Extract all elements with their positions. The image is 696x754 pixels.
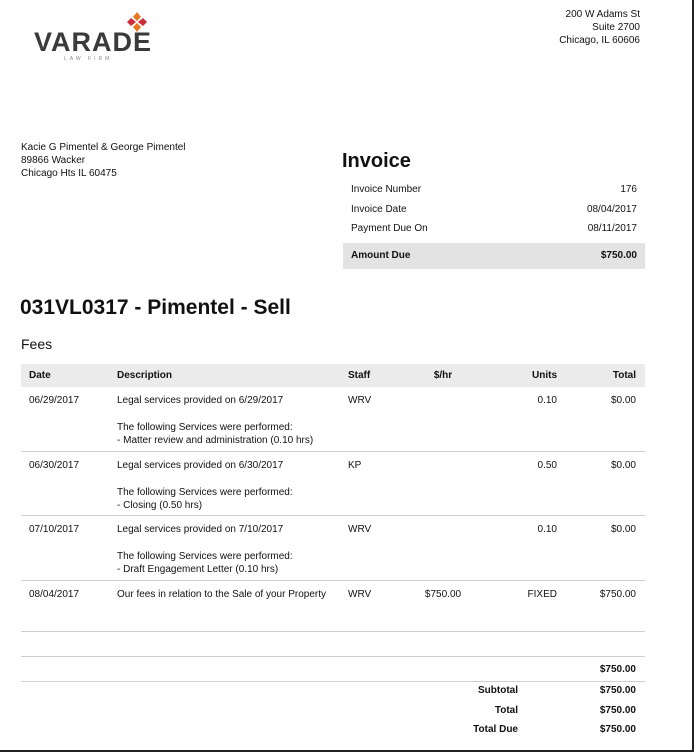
description-text: Legal services provided on 6/29/2017 xyxy=(117,395,284,406)
total-due-value: $750.00 xyxy=(599,724,636,736)
amount-due-row xyxy=(343,243,645,269)
fees-sum-value: $750.00 xyxy=(599,663,636,675)
row-rate: $750.00 xyxy=(424,589,462,600)
amount-due-label: Amount Due xyxy=(351,250,411,261)
client-line: Chicago Hts IL 60475 xyxy=(21,168,117,179)
firm-address xyxy=(559,8,640,47)
payment-due-row xyxy=(343,219,645,239)
table-row xyxy=(21,387,645,452)
row-staff: KP xyxy=(348,460,362,471)
amount-due-value: $750.00 xyxy=(600,250,637,261)
fees-table xyxy=(21,364,645,682)
services-note-item: - Closing (0.50 hrs) xyxy=(117,500,203,511)
total-row xyxy=(0,701,645,721)
col-description: Description xyxy=(117,370,173,381)
row-date: 08/04/2017 xyxy=(29,589,80,600)
row-units: 0.50 xyxy=(537,460,557,471)
brand-tagline: LAW FIRM xyxy=(64,56,113,62)
invoice-details xyxy=(343,180,645,269)
row-description xyxy=(117,459,348,515)
row-units: 0.10 xyxy=(537,524,557,535)
table-row xyxy=(21,452,645,516)
total-due-row xyxy=(0,720,645,740)
row-staff: WRV xyxy=(348,395,372,406)
subtotal-value: $750.00 xyxy=(599,685,636,697)
fees-heading: Fees xyxy=(21,336,53,352)
detail-value: 08/04/2017 xyxy=(586,203,637,215)
matter-title: 031VL0317 - Pimentel - Sell xyxy=(20,296,291,319)
subtotal-row xyxy=(0,681,645,701)
table-row xyxy=(21,516,645,581)
detail-label: Invoice Number xyxy=(351,184,422,196)
description-text: Legal services provided on 6/30/2017 xyxy=(117,460,284,471)
col-staff: Staff xyxy=(348,370,371,381)
row-total: $0.00 xyxy=(610,524,636,535)
row-units: 0.10 xyxy=(537,395,557,406)
row-date: 06/30/2017 xyxy=(29,460,80,471)
row-rate xyxy=(398,523,488,580)
row-description xyxy=(117,394,348,451)
client-line: 89866 Wacker xyxy=(21,155,86,166)
detail-value: 08/11/2017 xyxy=(587,223,637,235)
brand-name: VARADE xyxy=(34,27,153,57)
invoice-title: Invoice xyxy=(342,150,411,172)
row-total: $750.00 xyxy=(599,589,636,600)
description-text: Legal services provided on 7/10/2017 xyxy=(117,524,284,535)
firm-address-line: 200 W Adams St xyxy=(565,9,640,20)
services-note-title: The following Services were performed: xyxy=(117,487,293,498)
col-units: Units xyxy=(532,370,557,381)
row-date: 07/10/2017 xyxy=(29,524,80,535)
row-total: $0.00 xyxy=(610,395,636,406)
col-date: Date xyxy=(29,370,51,381)
row-total: $0.00 xyxy=(610,460,636,471)
col-rate: $/hr xyxy=(433,370,453,381)
invoice-date-row xyxy=(343,200,645,220)
totals-block xyxy=(0,681,645,740)
row-description xyxy=(117,523,348,580)
brand-logo xyxy=(34,10,153,65)
row-rate xyxy=(398,394,488,451)
total-due-label: Total Due xyxy=(473,724,518,736)
row-date: 06/29/2017 xyxy=(29,395,80,406)
row-description: Our fees in relation to the Sale of your Property xyxy=(117,589,326,600)
total-value: $750.00 xyxy=(599,704,636,716)
col-total: Total xyxy=(612,370,636,381)
services-note-item: - Draft Engagement Letter (0.10 hrs) xyxy=(117,564,279,575)
fees-table-header xyxy=(21,364,645,387)
total-label: Total xyxy=(494,704,518,716)
services-note-title: The following Services were performed: xyxy=(117,551,293,562)
row-units: FIXED xyxy=(527,589,557,600)
row-staff: WRV xyxy=(348,524,372,535)
firm-address-line: Suite 2700 xyxy=(592,22,640,33)
subtotal-label: Subtotal xyxy=(478,685,518,697)
invoice-number-row xyxy=(343,180,645,200)
detail-label: Payment Due On xyxy=(351,223,428,235)
client-address xyxy=(21,141,186,180)
services-note-title: The following Services were performed: xyxy=(117,422,293,433)
services-note-item: - Matter review and administration (0.10 hrs) xyxy=(117,435,314,446)
detail-label: Invoice Date xyxy=(351,203,407,215)
fees-sum-row xyxy=(21,657,645,682)
client-line: Kacie G Pimentel & George Pimentel xyxy=(21,142,186,153)
table-row xyxy=(21,581,645,631)
detail-value: 176 xyxy=(620,184,637,196)
firm-address-line: Chicago, IL 60606 xyxy=(559,35,640,46)
row-staff: WRV xyxy=(348,589,372,600)
row-rate xyxy=(398,459,488,515)
table-spacer-row xyxy=(21,631,645,657)
